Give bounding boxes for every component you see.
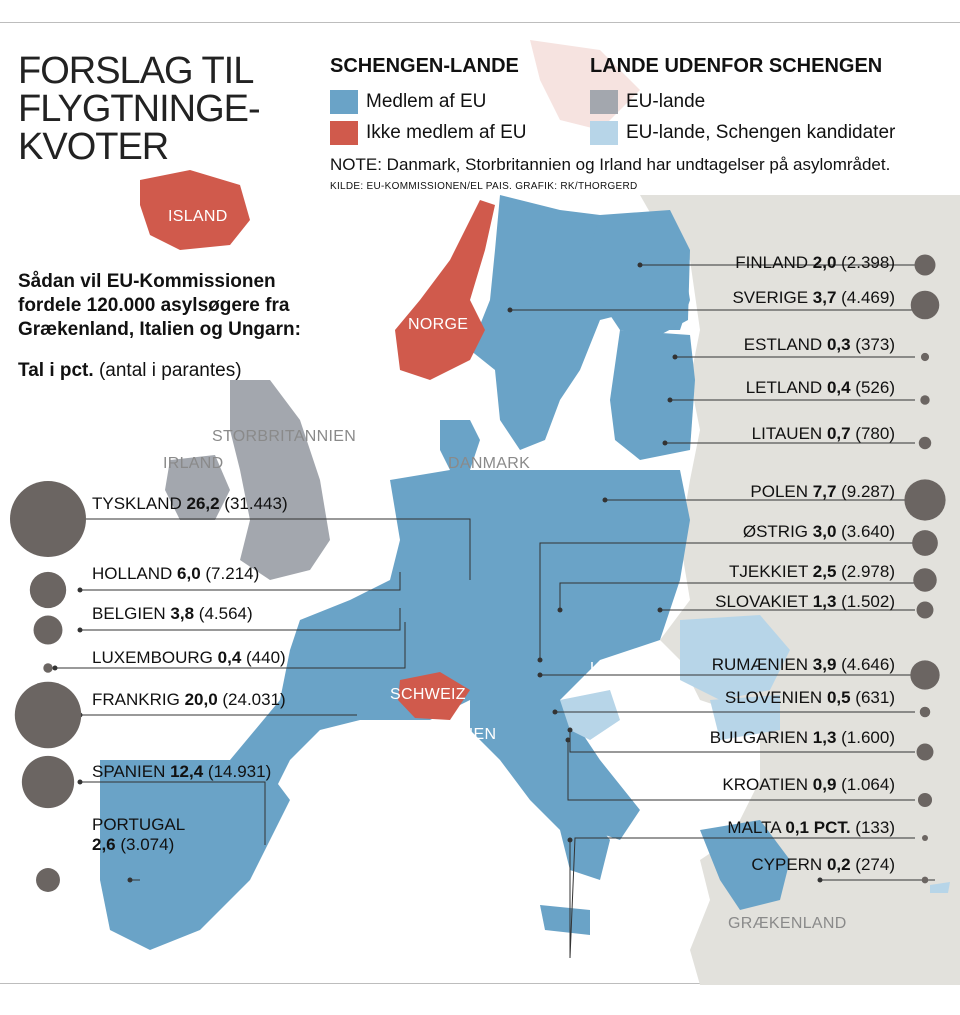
land-sicily xyxy=(540,905,590,935)
legend-item-non-eu xyxy=(330,121,527,145)
quota-pct: 0,3 xyxy=(826,335,851,354)
faint-norway-ghost xyxy=(530,40,640,130)
quota-count: (133) xyxy=(850,818,895,837)
quota-count: (7.214) xyxy=(200,564,260,583)
quota-bubble-bulgarien xyxy=(917,744,934,761)
quota-count: (2.398) xyxy=(836,253,895,272)
quota-count: (1.502) xyxy=(836,592,895,611)
leader-dot xyxy=(638,263,643,268)
note-text: NOTE: Danmark, Storbritannien og Irland har undtagelser på asylområdet. xyxy=(330,155,891,174)
country-name: BELGIEN xyxy=(92,604,171,623)
land-iberia xyxy=(100,760,290,950)
country-name: HOLLAND xyxy=(92,564,178,583)
unit-rest: (antal i parantes) xyxy=(98,360,242,381)
country-name: CYPERN xyxy=(751,855,827,874)
quota-bubble-tyskland xyxy=(10,481,86,557)
quota-bubble-rumænien xyxy=(910,660,939,689)
unit-bold: Tal i pct. xyxy=(18,360,94,381)
quota-pct: 0,4 xyxy=(217,648,242,667)
quota-count: (274) xyxy=(850,855,895,874)
country-name: FINLAND xyxy=(735,253,813,272)
quota-pct: 0,4 xyxy=(826,378,851,397)
title-line: KVOTER xyxy=(18,126,169,168)
quota-pct: 0,5 xyxy=(826,688,851,707)
land-uk xyxy=(230,380,330,580)
country-name: TYSKLAND xyxy=(92,494,187,513)
leader-dot xyxy=(78,780,83,785)
quota-pct: 6,0 xyxy=(177,564,201,583)
quota-label xyxy=(92,815,185,855)
leader-dot xyxy=(128,878,133,883)
country-name: LITAUEN xyxy=(751,424,827,443)
map-label-island: ISLAND xyxy=(168,208,228,225)
swatch-candidates xyxy=(590,121,618,145)
legend-label: EU-lande xyxy=(626,91,706,112)
map-label-schweiz: SCHWEIZ xyxy=(390,686,466,703)
quota-label xyxy=(92,648,286,668)
country-name: LUXEMBOURG xyxy=(92,648,218,667)
quota-pct: 20,0 xyxy=(184,690,218,709)
quota-bubble-finland xyxy=(915,255,936,276)
quota-label xyxy=(752,424,895,444)
quota-bubble-holland xyxy=(30,572,66,608)
quota-label xyxy=(735,253,895,273)
quota-label xyxy=(712,655,895,675)
quota-pct: 0,7 xyxy=(826,424,851,443)
map-label-danmark: DANMARK xyxy=(448,455,531,472)
leader-dot xyxy=(658,608,663,613)
intro-line: fordele 120.000 asylsøgere fra xyxy=(18,295,290,316)
quota-count: (3.074) xyxy=(115,835,175,854)
quota-label xyxy=(727,818,895,838)
source-text: KILDE: EU-KOMMISSIONEN/EL PAIS. GRAFIK: RK/THORGERD xyxy=(330,181,638,192)
quota-pct: 2,5 xyxy=(812,562,837,581)
quota-label xyxy=(746,378,895,398)
quota-label xyxy=(751,855,895,875)
leader-dot xyxy=(668,398,673,403)
leader-dot xyxy=(568,728,573,733)
leader-dot xyxy=(538,673,543,678)
quota-label xyxy=(732,288,895,308)
quota-pct: 7,7 xyxy=(812,482,837,501)
leader-dot xyxy=(566,738,571,743)
quota-bubble-malta xyxy=(922,835,928,841)
country-name: SLOVAKIET xyxy=(715,592,813,611)
intro-line: Sådan vil EU-Kommissionen xyxy=(18,271,276,292)
land-baltics xyxy=(610,330,695,460)
quota-bubble-frankrig xyxy=(15,682,81,748)
quota-bubble-letland xyxy=(920,395,929,404)
country-name: MALTA xyxy=(727,818,786,837)
legend-label: Medlem af EU xyxy=(366,91,487,112)
quota-pct: 2,6 xyxy=(92,835,116,854)
quota-count: (24.031) xyxy=(217,690,286,709)
quota-label xyxy=(92,690,286,710)
leader-dot xyxy=(663,441,668,446)
page-title xyxy=(18,50,260,168)
legend-outside-heading: LANDE UDENFOR SCHENGEN xyxy=(590,55,883,77)
quota-count: (780) xyxy=(850,424,895,443)
legend-schengen-heading: SCHENGEN-LANDE xyxy=(330,55,519,77)
quota-label xyxy=(744,335,895,355)
intro-line: Grækenland, Italien og Ungarn: xyxy=(18,319,301,340)
quota-pct: 3,0 xyxy=(812,522,837,541)
country-name: RUMÆNIEN xyxy=(711,655,813,674)
quota-pct: 0,9 xyxy=(812,775,837,794)
quota-bubble-litauen xyxy=(919,437,931,449)
swatch-eu-member xyxy=(330,90,358,114)
leader-dot xyxy=(603,498,608,503)
leader-dot xyxy=(673,355,678,360)
country-name: SVERIGE xyxy=(732,288,813,307)
leader-dot xyxy=(78,628,83,633)
quota-count: (1.600) xyxy=(836,728,895,747)
intro-text xyxy=(18,270,358,342)
country-name: KROATIEN xyxy=(722,775,813,794)
leader-dot xyxy=(558,608,563,613)
leader-dot xyxy=(553,710,558,715)
leader-dot xyxy=(568,838,573,843)
quota-bubble-cypern xyxy=(922,877,929,884)
quota-pct: 1,3 xyxy=(812,728,837,747)
country-name: FRANKRIG xyxy=(92,690,185,709)
quota-count: (1.064) xyxy=(836,775,895,794)
quota-bubble-portugal xyxy=(36,868,60,892)
map-label-italien: ITALIEN xyxy=(435,726,497,743)
quota-pct: 3,8 xyxy=(170,604,195,623)
quota-label xyxy=(715,592,895,612)
quota-bubble-estland xyxy=(921,353,929,361)
quota-bubble-slovakiet xyxy=(917,602,934,619)
quota-pct: 0,2 xyxy=(826,855,851,874)
quota-bubble-sverige xyxy=(911,291,940,320)
quota-label xyxy=(725,688,895,708)
quota-pct: 12,4 xyxy=(170,762,204,781)
quota-count: (4.646) xyxy=(836,655,895,674)
quota-pct: 26,2 xyxy=(186,494,220,513)
quota-label xyxy=(729,562,895,582)
quota-bubble-luxembourg xyxy=(43,663,52,672)
quota-bubble-kroatien xyxy=(918,793,932,807)
country-name: LETLAND xyxy=(745,378,827,397)
quota-count: (373) xyxy=(850,335,895,354)
leader-dot xyxy=(53,666,58,671)
leader-dot xyxy=(538,658,543,663)
legend-label: EU-lande, Schengen kandidater xyxy=(626,122,896,143)
legend-item-candidates xyxy=(590,121,895,145)
quota-pct: 2,0 xyxy=(812,253,837,272)
quota-count: (4.564) xyxy=(194,604,253,623)
quota-bubble-belgien xyxy=(34,616,63,645)
country-name: ØSTRIG xyxy=(742,522,813,541)
country-name: TJEKKIET xyxy=(729,562,813,581)
legend-item-eu-member xyxy=(330,90,486,114)
swatch-eu-outside xyxy=(590,90,618,114)
country-name: POLEN xyxy=(750,482,813,501)
quota-bubble-spanien xyxy=(22,756,74,808)
quota-label xyxy=(750,482,895,502)
quota-label xyxy=(92,604,253,624)
country-name: PORTUGAL xyxy=(92,815,186,834)
leader-dot xyxy=(818,878,823,883)
quota-pct: 3,7 xyxy=(812,288,837,307)
legend-item-eu-outside xyxy=(590,90,705,114)
leader-dot xyxy=(78,588,83,593)
quota-label xyxy=(92,564,259,584)
map-label-norge: NORGE xyxy=(408,316,469,333)
quota-pct: 0,1 PCT. xyxy=(785,818,851,837)
country-name: SLOVENIEN xyxy=(724,688,827,707)
country-name: SPANIEN xyxy=(92,762,171,781)
quota-bubble-tjekkiet xyxy=(913,568,936,591)
quota-pct: 1,3 xyxy=(812,592,837,611)
unit-note xyxy=(18,360,242,382)
legend-label: Ikke medlem af EU xyxy=(366,122,527,143)
quota-count: (3.640) xyxy=(836,522,895,541)
quota-bubble-slovenien xyxy=(920,707,930,717)
leader-dot xyxy=(508,308,513,313)
quota-pct: 3,9 xyxy=(812,655,837,674)
quota-label xyxy=(743,522,895,542)
title-line: FORSLAG TIL xyxy=(18,50,254,92)
quota-count: (4.469) xyxy=(836,288,895,307)
map-label-ungarn: UNGARN xyxy=(590,660,662,677)
quota-count: (2.978) xyxy=(836,562,895,581)
swatch-non-eu xyxy=(330,121,358,145)
quota-label xyxy=(92,762,271,782)
quota-label xyxy=(710,728,895,748)
quota-bubble-østrig xyxy=(912,530,938,556)
country-name: BULGARIEN xyxy=(709,728,813,747)
map-label-storbritannien: STORBRITANNIEN xyxy=(212,428,357,445)
quota-label xyxy=(722,775,895,795)
map-label-graekenland: GRÆKENLAND xyxy=(728,915,847,932)
quota-bubble-polen xyxy=(904,479,945,520)
quota-count: (14.931) xyxy=(203,762,272,781)
title-line: FLYGTNINGE- xyxy=(18,88,260,130)
quota-count: (9.287) xyxy=(836,482,895,501)
quota-count: (440) xyxy=(241,648,286,667)
map-label-irland: IRLAND xyxy=(163,455,224,472)
quota-label xyxy=(92,494,288,514)
quota-count: (526) xyxy=(850,378,895,397)
country-name: ESTLAND xyxy=(743,335,827,354)
quota-count: (31.443) xyxy=(219,494,288,513)
quota-count: (631) xyxy=(850,688,895,707)
